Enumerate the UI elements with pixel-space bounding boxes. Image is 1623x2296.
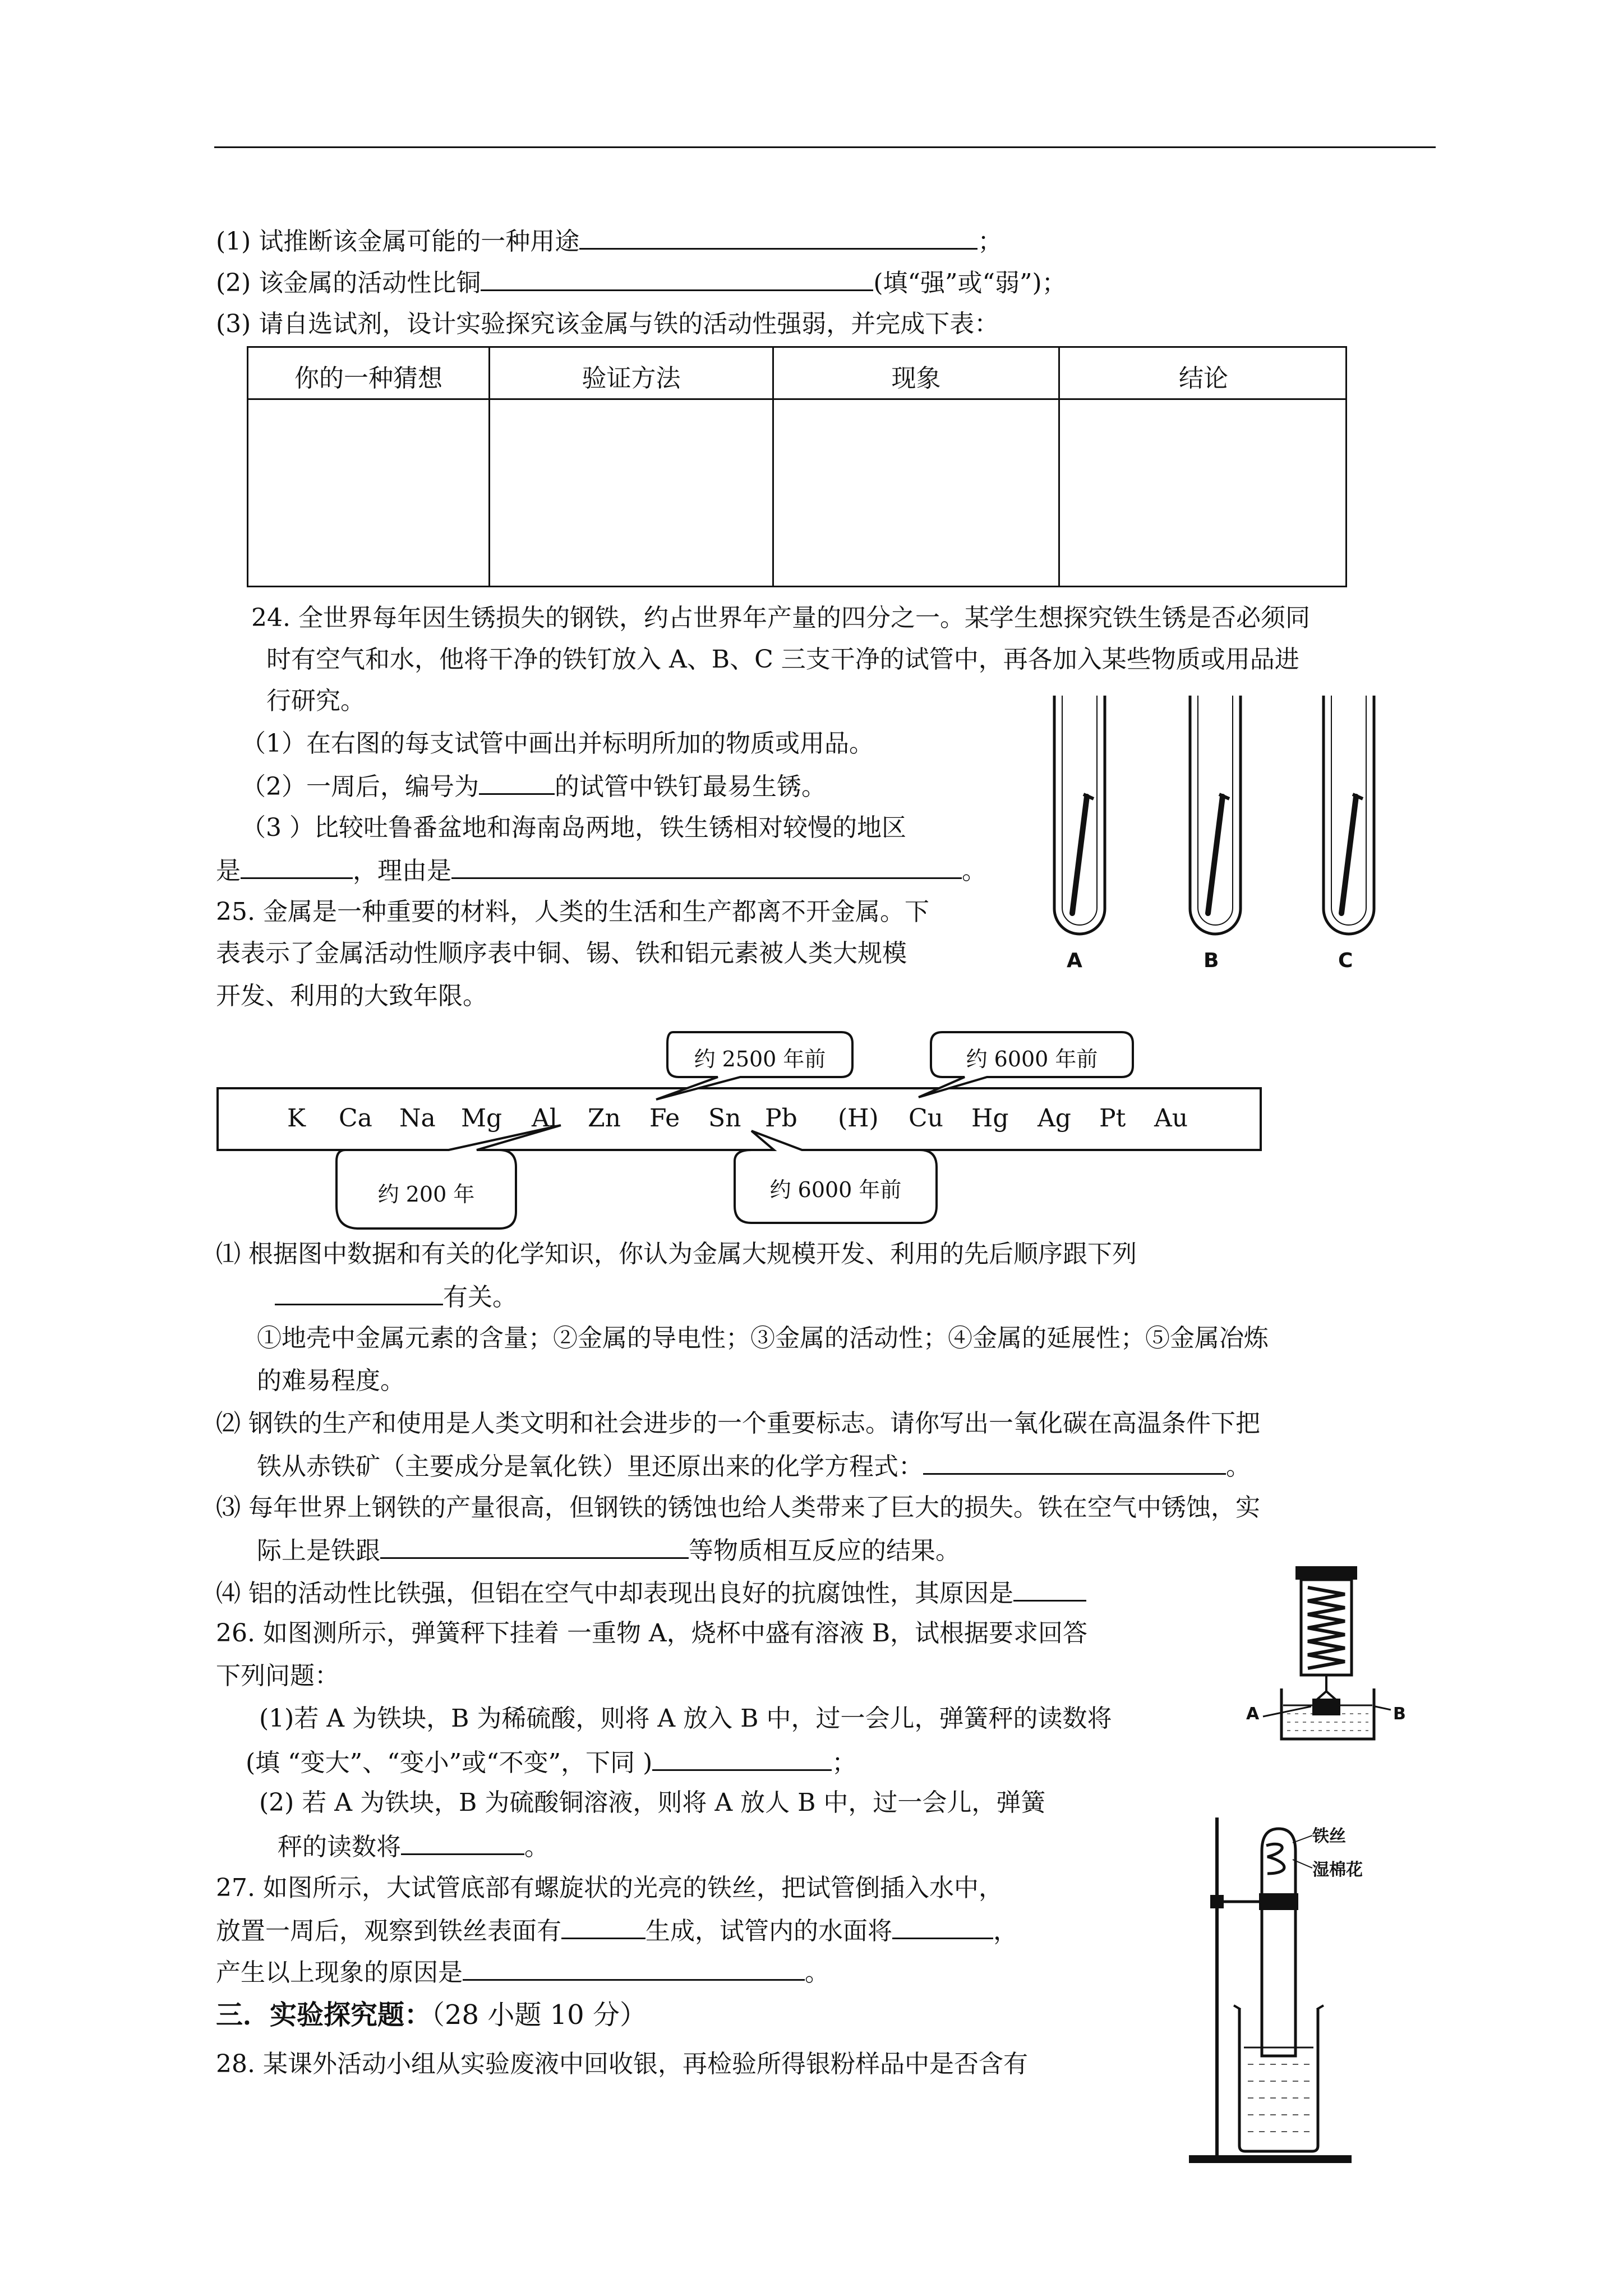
q25-line1: 25. 金属是一种重要的材料，人类的生活和生产都离不开金属。下 <box>216 898 929 926</box>
q28-line1: 28. 某课外活动小组从实验废液中回收银，再检验所得银粉样品中是否含有 <box>216 2050 1028 2078</box>
q25-options-1: ①地壳中金属元素的含量；②金属的导电性；③金属的活动性；④金属的延展性；⑤金属冶炼 <box>257 1324 1269 1352</box>
table-header-guess: 你的一种猜想 <box>294 364 442 393</box>
q27-line2: 放置一周后，观察到铁丝表面有 生成，试管内的水面将 ， <box>216 1913 1018 1948</box>
q24-blank-region[interactable] <box>241 853 353 879</box>
bubble-sn-text: 约 6000 年前 <box>769 1177 902 1202</box>
q25-blank-reason[interactable] <box>1013 1575 1086 1602</box>
bubble-al-text: 约 200 年 <box>377 1182 475 1207</box>
test-tube-c <box>1324 696 1374 934</box>
tube-label-c: C <box>1338 949 1353 972</box>
table-header-method: 验证方法 <box>582 364 681 393</box>
q23-answer-blank-1[interactable] <box>579 223 978 250</box>
table-cell-conclusion[interactable] <box>1060 400 1347 587</box>
element-ca: Ca <box>339 1104 372 1133</box>
q23-answer-blank-2[interactable] <box>481 265 873 291</box>
q27-blank-reason[interactable] <box>463 1954 805 1981</box>
test-tube-b <box>1190 696 1241 934</box>
q25-line3: 开发、利用的大致年限。 <box>216 982 487 1010</box>
q24-sub3: （3 ）比较吐鲁番盆地和海南岛两地，铁生锈相对较慢的地区 <box>241 813 906 842</box>
element-na: Na <box>399 1104 436 1133</box>
spring-balance-figure <box>1256 1565 1408 1745</box>
q25-line2: 表表示了金属活动性顺序表中铜、锡、铁和铝元素被人类大规模 <box>216 939 907 968</box>
q24-blank-tube[interactable] <box>479 769 555 795</box>
element-sn: Sn <box>708 1104 741 1133</box>
q27-blank-water-level[interactable] <box>892 1913 993 1939</box>
q25-sub1-answer: 有关。 <box>275 1279 517 1314</box>
q27-line3: 产生以上现象的原因是 。 <box>216 1954 829 1990</box>
q25-sub3: ⑶ 每年世界上钢铁的产量很高，但钢铁的锈蚀也给人类带来了巨大的损失。铁在空气中锈蚀，实 <box>216 1493 1260 1522</box>
q26-sub1-answer: (填 “变大”、“变小”或“不变”，下同 ) ； <box>246 1745 856 1780</box>
q25-sub2-answer: 铁从赤铁矿（主要成分是氧化铁）里还原出来的化学方程式： 。 <box>257 1448 1251 1484</box>
q26-blank-reading-2[interactable] <box>401 1829 524 1855</box>
q24-line1: 24. 全世界每年因生锈损失的钢铁，约占世界年产量的四分之一。某学生想探究铁生锈是否必须同 <box>251 604 1310 632</box>
tube-label-b: B <box>1204 949 1219 972</box>
q23-part3: (3) 请自选试剂，设计实验探究该金属与铁的活动性强弱，并完成下表： <box>216 310 999 338</box>
q25-options-2: 的难易程度。 <box>257 1366 405 1395</box>
element-ag: Ag <box>1038 1104 1071 1133</box>
q25-sub3-answer: 际上是铁跟 等物质相互反应的结果。 <box>257 1533 960 1568</box>
section-3-heading: 三．实验探究题：（28 小题 10 分） <box>216 1999 647 2031</box>
element-cu: Cu <box>909 1104 944 1133</box>
element-h: (H) <box>838 1104 879 1133</box>
tube-label-a: A <box>1067 949 1082 972</box>
q25-sub4: ⑷ 铝的活动性比铁强，但铝在空气中却表现出良好的抗腐蚀性，其原因是 <box>216 1575 1086 1611</box>
table-cell-method[interactable] <box>490 400 772 587</box>
test-tube-a <box>1054 696 1105 934</box>
q24-sub1: （1）在右图的每支试管中画出并标明所加的物质或用品。 <box>241 729 874 758</box>
table-cell-guess[interactable] <box>248 400 488 587</box>
element-zn: Zn <box>588 1104 621 1133</box>
test-tubes-figure <box>1043 690 1402 982</box>
q24-blank-reason[interactable] <box>451 853 962 879</box>
q25-sub1: ⑴ 根据图中数据和有关的化学知识，你认为金属大规模开发、利用的先后顺序跟下列 <box>216 1240 1137 1268</box>
q23-answer-table <box>247 346 1347 587</box>
element-pb: Pb <box>765 1104 797 1133</box>
element-mg: Mg <box>461 1104 502 1133</box>
bubble-cu-text: 约 6000 年前 <box>966 1047 1098 1071</box>
q24-sub2: （2）一周后，编号为 的试管中铁钉最易生锈。 <box>241 769 826 804</box>
element-hg: Hg <box>971 1104 1009 1133</box>
table-header-phenomenon: 现象 <box>891 364 941 393</box>
q26-sub1: (1)若 A 为铁块，B 为稀硫酸，则将 A 放入 B 中，过一会儿，弹簧秤的读数将 <box>259 1704 1112 1733</box>
q24-line3: 行研究。 <box>266 687 365 715</box>
label-wet-cotton: 湿棉花 <box>1312 1860 1363 1880</box>
q26-sub2-answer: 秤的读数将 。 <box>278 1829 549 1864</box>
q25-blank-substances[interactable] <box>380 1533 689 1559</box>
figure-label-a: A <box>1246 1704 1260 1724</box>
q26-line2: 下列问题： <box>216 1662 339 1690</box>
element-au: Au <box>1154 1104 1188 1133</box>
q27-line1: 27. 如图所示，大试管底部有螺旋状的光亮的铁丝，把试管倒插入水中， <box>216 1874 1003 1902</box>
element-k: K <box>287 1104 306 1133</box>
q26-blank-reading-1[interactable] <box>652 1745 832 1771</box>
element-pt: Pt <box>1099 1104 1126 1133</box>
bubble-fe-text: 约 2500 年前 <box>694 1047 826 1071</box>
q25-blank-equation[interactable] <box>923 1448 1226 1475</box>
q23-part2: (2) 该金属的活动性比铜 (填“强”或“弱”)； <box>216 265 1067 300</box>
q26-line1: 26. 如图测所示，弹簧秤下挂着 一重物 A，烧杯中盛有溶液 B，试根据要求回答 <box>216 1619 1088 1648</box>
element-fe: Fe <box>649 1104 680 1133</box>
q27-blank-substance[interactable] <box>561 1913 645 1939</box>
q25-sub2: ⑵ 钢铁的生产和使用是人类文明和社会进步的一个重要标志。请你写出一氧化碳在高温条件下把 <box>216 1409 1260 1438</box>
q26-sub2: (2) 若 A 为铁块，B 为硫酸铜溶液，则将 A 放人 B 中，过一会儿，弹簧 <box>259 1788 1046 1817</box>
q23-part1: (1) 试推断该金属可能的一种用途 ； <box>216 223 1002 259</box>
label-iron-wire: 铁丝 <box>1312 1826 1346 1846</box>
table-header-conclusion: 结论 <box>1179 364 1228 393</box>
header-rule <box>214 146 1436 148</box>
element-al: Al <box>532 1104 557 1133</box>
figure-label-b: B <box>1393 1704 1406 1724</box>
q24-line2: 时有空气和水，他将干净的铁钉放入 A、B、C 三支干净的试管中，再各加入某些物质或用品进 <box>266 645 1299 674</box>
table-cell-phenomenon[interactable] <box>774 400 1058 587</box>
q24-sub3b: 是 ，理由是 。 <box>216 853 986 888</box>
q25-blank-order[interactable] <box>275 1279 443 1305</box>
